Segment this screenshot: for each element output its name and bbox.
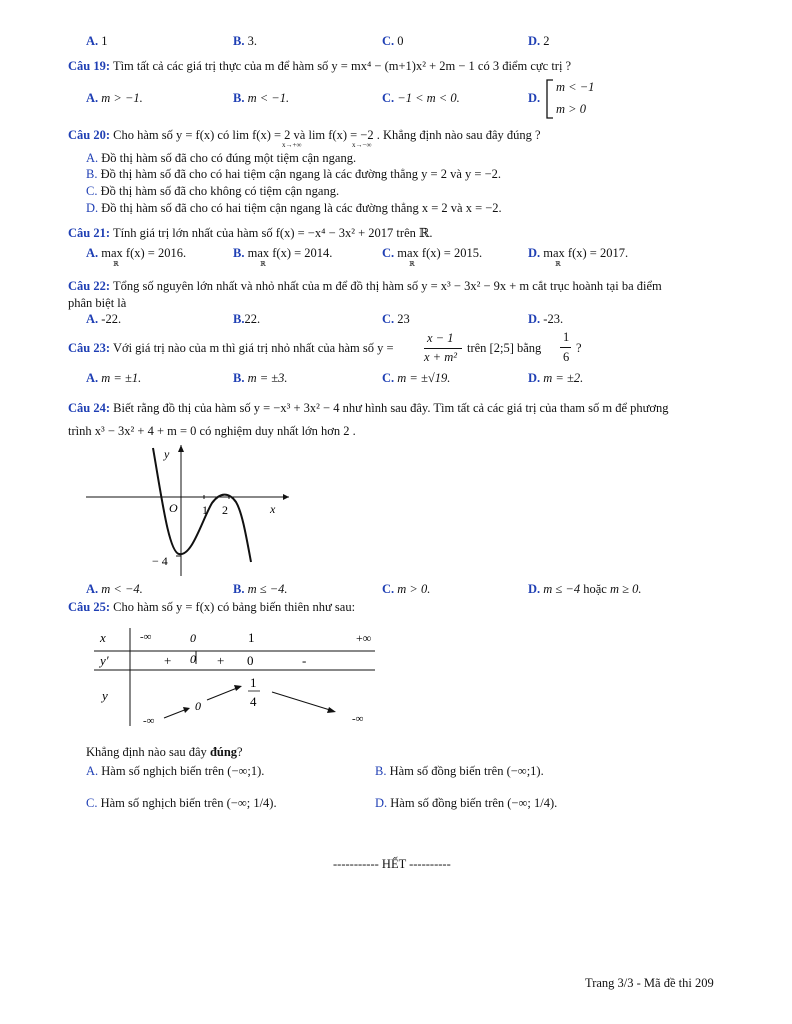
x-val-0: -∞ <box>140 631 152 643</box>
x-val-2: 1 <box>248 630 255 645</box>
question-20 <box>68 128 541 143</box>
tick-1: 1 <box>202 503 208 517</box>
yprime-val-3: 0 <box>247 653 254 668</box>
answer-b-top: B. 3. <box>233 34 257 48</box>
fraction-numerator: x − 1 <box>427 331 454 345</box>
max-sub-b: ℝ <box>260 260 266 268</box>
y-label: y <box>164 447 170 461</box>
fraction-1-num: 1 <box>563 330 570 344</box>
question-24 <box>68 401 669 416</box>
q23-option-d: D. m = ±2. <box>528 371 584 385</box>
fraction-denominator: x + m² <box>424 350 458 364</box>
x-axis-arrow-icon <box>283 494 289 500</box>
q21-option-b: B. max f(x) = 2014. <box>233 246 333 260</box>
page-footer: Trang 3/3 - Mã đề thi 209 <box>585 976 714 990</box>
max-sub-d: ℝ <box>555 260 561 268</box>
x-val-3: +∞ <box>356 631 372 645</box>
yprime-val-4: - <box>302 653 307 668</box>
x-label: x <box>270 502 276 516</box>
fraction-bar-2 <box>560 347 571 348</box>
question-label: Câu 19: <box>68 59 111 73</box>
question-label: Câu 20: <box>68 128 111 142</box>
yprime-val-0: + <box>164 653 172 668</box>
max-sub-c: ℝ <box>409 260 415 268</box>
q21-option-d: D. max f(x) = 2017. <box>528 246 629 260</box>
question-text: Tính giá trị lớn nhất của hàm số f(x) = −x⁴ − 3x² + 2017 trên ℝ. <box>112 226 433 240</box>
question-text: Tổng số nguyên lớn nhất và nhỏ nhất của m để đồ thị hàm số y = x³ − 3x² − 9x + m cắt trục hoành tại ba điểm <box>112 279 662 293</box>
q24-option-b: B. m ≤ −4. <box>233 582 288 596</box>
x-row-label: x <box>100 630 106 645</box>
question-text: Tìm tất cả các giá trị thực của m để hàm số y = mx⁴ − (m+1)x² + 2m − 1 có 3 điểm cực trị ? <box>112 59 572 73</box>
q23-end: ? <box>576 341 582 355</box>
function-graph <box>84 440 294 580</box>
q25-option-c: C. Hàm số nghịch biến trên (−∞; 1/4). <box>86 796 277 810</box>
y-val-2: 1 <box>250 675 257 690</box>
q23-option-b: B. m = ±3. <box>233 371 288 385</box>
q19-d-line1: m < −1 <box>556 80 595 94</box>
answer-a-top: A. 1 <box>86 34 108 48</box>
y-row-label: y <box>102 688 108 703</box>
q22-option-c: C. 23 <box>382 312 410 326</box>
question-label: Câu 21: <box>68 226 111 240</box>
question-21 <box>68 225 433 241</box>
y-val-3: 4 <box>250 694 257 709</box>
yprime-val-2: + <box>217 653 225 668</box>
tick-2: 2 <box>222 503 228 517</box>
y-val-1: 0 <box>195 699 201 713</box>
question-22-cont: phân biệt là <box>68 296 127 310</box>
bracket-icon <box>544 78 556 120</box>
q20-option-d: D. Đồ thị hàm số đã cho có hai tiệm cận ngang là các đường thẳng x = 2 và x = −2. <box>86 201 502 215</box>
yprime-row-label: y′ <box>100 653 109 668</box>
q25-option-d: D. Hàm số đồng biến trên (−∞; 1/4). <box>375 796 558 810</box>
q24-option-d: D. m ≤ −4 hoặc m ≥ 0. <box>528 582 642 596</box>
question-19 <box>68 59 571 74</box>
question-23 <box>68 341 394 356</box>
q21-option-a: A. max f(x) = 2016. <box>86 246 187 260</box>
arrow-up-icon <box>183 707 190 713</box>
question-text: Cho hàm số y = f(x) có bảng biến thiên như sau: <box>113 600 356 614</box>
question-label: Câu 25: <box>68 600 111 614</box>
answer-d-top: D. 2 <box>528 34 550 48</box>
q19-option-a: A. m > −1. <box>86 91 143 105</box>
question-25 <box>68 600 355 615</box>
tick-minus4: − 4 <box>152 554 168 568</box>
q23-option-a: A. m = ±1. <box>86 371 142 385</box>
q20-option-a: A. Đồ thị hàm số đã cho có đúng một tiệm cận ngang. <box>86 151 357 165</box>
q19-option-b: B. m < −1. <box>233 91 290 105</box>
origin-label: O <box>169 501 178 515</box>
q25-prompt: Khẳng định nào sau đây đúng? <box>86 745 243 759</box>
variation-table <box>90 624 380 730</box>
arrow-down-icon <box>327 707 336 713</box>
fraction-bar <box>424 348 462 349</box>
q25-option-b: B. Hàm số đồng biến trên (−∞;1). <box>375 764 544 778</box>
q19-option-d: D. <box>528 91 541 105</box>
x-val-1: 0 <box>190 631 196 645</box>
arrow-up-icon <box>234 685 242 691</box>
q21-option-c: C. max f(x) = 2015. <box>382 246 483 260</box>
y-val-0: -∞ <box>143 715 155 727</box>
q19-d-line2: m > 0 <box>556 102 586 116</box>
question-label: Câu 22: <box>68 279 111 293</box>
y-axis-arrow-icon <box>178 445 184 452</box>
q25-option-a: A. Hàm số nghịch biến trên (−∞;1). <box>86 764 265 778</box>
question-24-cont: trình x³ − 3x² + 4 + m = 0 có nghiệm duy nhất lớn hơn 2 . <box>68 424 356 438</box>
yprime-val-1: 0 <box>190 652 196 666</box>
question-22 <box>68 279 662 294</box>
question-text: Biết rằng đồ thị của hàm số y = −x³ + 3x² − 4 như hình sau đây. Tìm tất cả các giá trị của tham số m để phương <box>113 401 669 415</box>
q24-option-c: C. m > 0. <box>382 582 431 596</box>
q22-option-a: A. -22. <box>86 312 122 326</box>
q24-option-a: A. m < −4. <box>86 582 143 596</box>
end-marker: ----------- HẾT ---------- <box>333 857 451 871</box>
question-label: Câu 23: <box>68 341 111 355</box>
fraction-1-den: 6 <box>563 350 570 364</box>
answer-c-top: C. 0 <box>382 34 404 48</box>
q23-option-c: C. m = ±√19. <box>382 371 451 385</box>
y-val-4: -∞ <box>352 713 364 725</box>
question-text: Cho hàm số y = f(x) có lim f(x) = 2 và lim f(x) = −2 . Khẳng định nào sau đây đúng ? <box>113 128 541 142</box>
question-text: Với giá trị nào của m thì giá trị nhỏ nhất của hàm số y = <box>112 341 394 355</box>
q23-mid-text: trên [2;5] bằng <box>467 341 542 355</box>
limit-sub-2: x→−∞ <box>352 141 372 149</box>
q19-option-c: C. −1 < m < 0. <box>382 91 460 105</box>
question-label: Câu 24: <box>68 401 111 415</box>
limit-sub-1: x→+∞ <box>282 141 302 149</box>
q22-option-d: D. -23. <box>528 312 564 326</box>
max-sub-a: ℝ <box>113 260 119 268</box>
q20-option-c: C. Đồ thị hàm số đã cho không có tiệm cận ngang. <box>86 184 340 198</box>
q20-option-b: B. Đồ thị hàm số đã cho có hai tiệm cận ngang là các đường thẳng y = 2 và y = −2. <box>86 167 501 181</box>
q22-option-b: B.22. <box>233 312 261 326</box>
